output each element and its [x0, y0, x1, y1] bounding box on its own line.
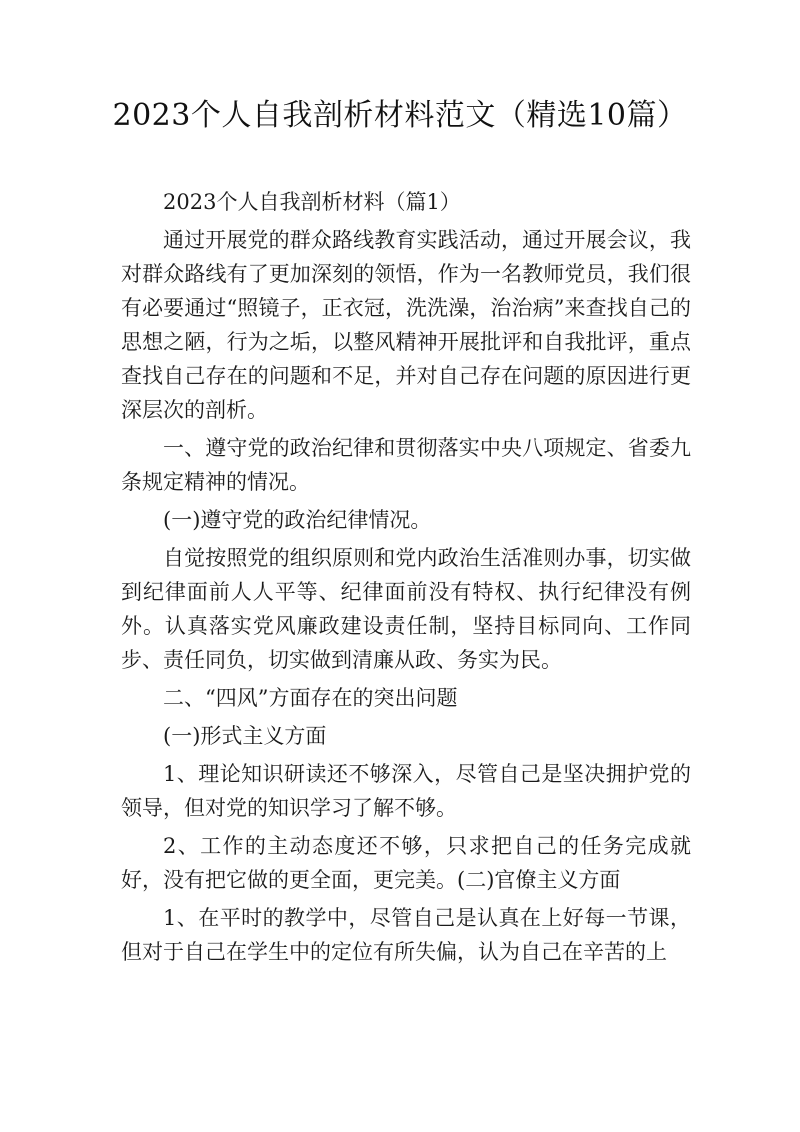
section-heading-part1: 2023个人自我剖析材料（篇1） — [163, 190, 461, 214]
document-title: 2023个人自我剖析材料范文（精选10篇） — [112, 98, 688, 133]
document-body — [121, 185, 691, 969]
subheading-political-discipline: (一)遵守党的政治纪律情况。 — [163, 508, 432, 532]
subheading-formalism: (一)形式主义方面 — [163, 724, 327, 748]
paragraph-intro: 通过开展党的群众路线教育实践活动，通过开展会议，我对群众路线有了更加深刻的领悟，作为一名教师党员，我们很有必要通过“照镜子，正衣冠，洗洗澡，治治病”来查找自己的思想之陋，行为之垢，以整风精神开展批评和自我批评，重点查找自己存在的问题和不足，并对自己存在问题的原因进行更深层次的剖析。 — [121, 228, 691, 422]
paragraph-formalism-1: 1、理论知识研读还不够深入，尽管自己是坚决拥护党的领导，但对党的知识学习了解不够。 — [121, 762, 691, 820]
heading-four-winds: 二、“四风”方面存在的突出问题 — [163, 686, 458, 710]
paragraph-formalism-2: 2、工作的主动态度还不够，只求把自己的任务完成就好，没有把它做的更全面，更完美。(二)官僚主义方面 — [121, 834, 691, 892]
paragraph-bureaucratism-1: 1、在平时的教学中，尽管自己是认真在上好每一节课，但对于自己在学生中的定位有所失偏，认为自己在辛苦的上 — [121, 906, 691, 964]
paragraph-discipline-detail: 自觉按照党的组织原则和党内政治生活准则办事，切实做到纪律面前人人平等、纪律面前没有特权、执行纪律没有例外。认真落实党风廉政建设责任制，坚持目标同向、工作同步、责任同负，切实做到清廉从政、务实为民。 — [121, 546, 691, 672]
heading-discipline: 一、遵守党的政治纪律和贯彻落实中央八项规定、省委九条规定精神的情况。 — [121, 436, 691, 494]
